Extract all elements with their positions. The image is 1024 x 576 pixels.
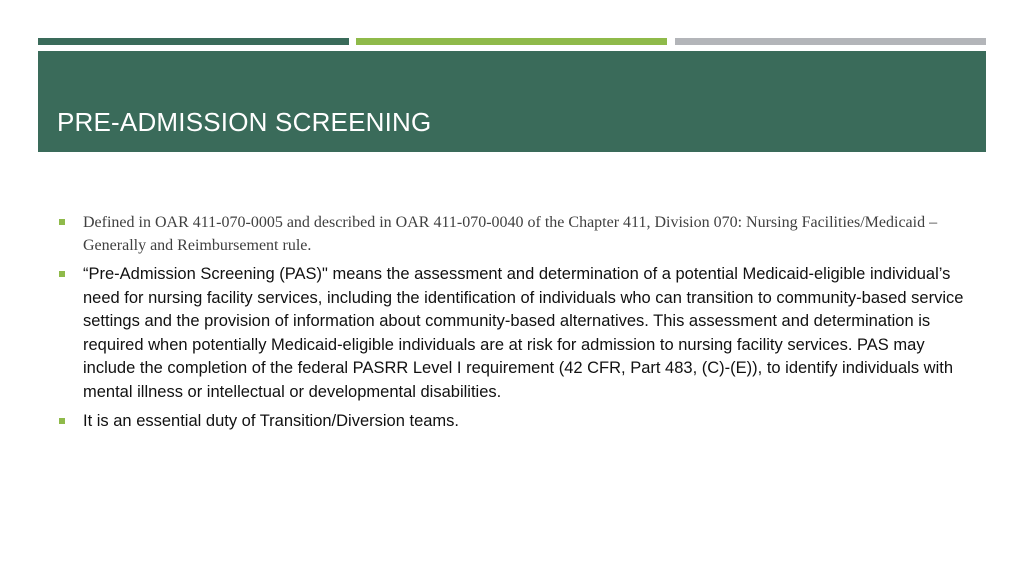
square-bullet-icon <box>59 271 65 277</box>
accent-bar-light-green <box>356 38 667 45</box>
title-band <box>38 51 986 152</box>
accent-bar-dark-green <box>38 38 349 45</box>
square-bullet-icon <box>59 219 65 225</box>
slide-title: PRE-ADMISSION SCREENING <box>57 107 432 137</box>
bullet-list <box>58 211 973 440</box>
list-item <box>58 263 973 404</box>
bullet-text: It is an essential duty of Transition/Diversion teams. <box>83 412 460 430</box>
list-item <box>58 211 973 257</box>
bullet-text: Defined in OAR 411-070-0005 and described in OAR 411-070-0040 of the Chapter 411, Division 070: Nursing Facilities/Medicaid – Generally and Reimbursement rule. <box>83 214 938 254</box>
list-item <box>58 410 973 434</box>
accent-bar-gray <box>675 38 986 45</box>
square-bullet-icon <box>59 418 65 424</box>
bullet-text: “Pre-Admission Screening (PAS)" means the assessment and determination of a potential Medicaid-eligible individual’s need for nursing facility services, including the identification of individuals who can transition to community-based service settings and the provision of information about community-based alternatives. This assessment and determination is required when potentially Medicaid-eligible individuals are at risk for admission to nursing facility services. PAS may include the completion of the federal PASRR Level I requirement (42 CFR, Part 483, (C)-(E)), to identify individuals with mental illness or intellectual or developmental disabilities. <box>83 265 964 401</box>
